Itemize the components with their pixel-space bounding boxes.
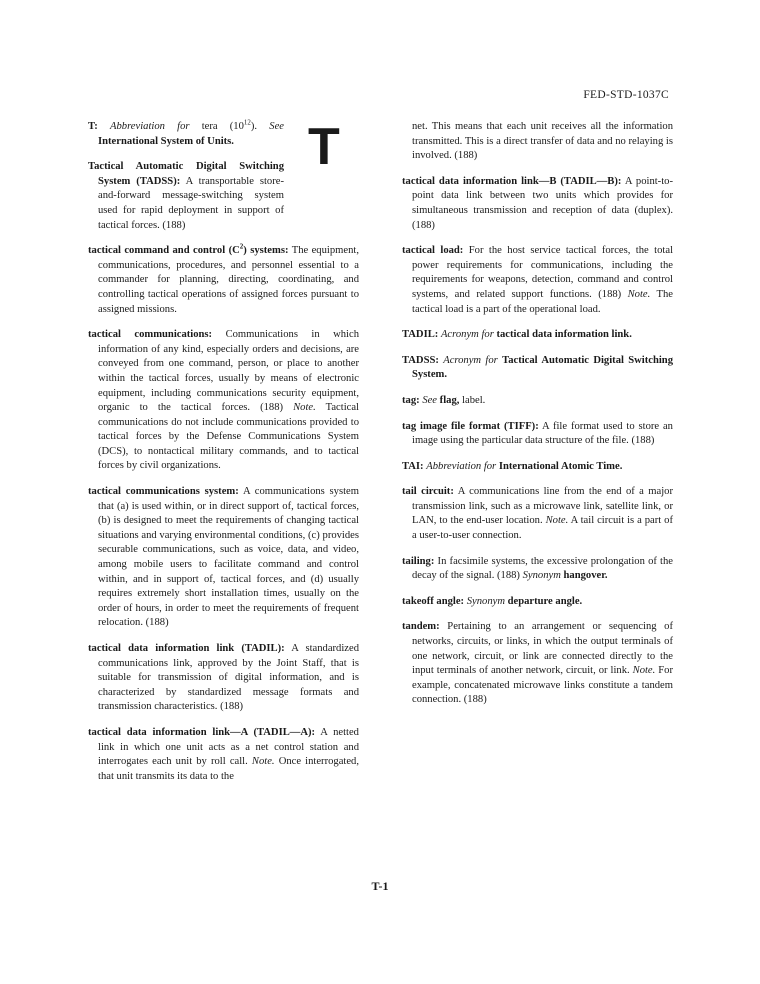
glossary-entry-tadil [88,642,359,715]
entry-definition: The equipment, communications, procedures, and personnel essential to a commander for planning, directing, coordinating, and controlling tactical operations of assigned forces pursuant to assigned missions. [98,245,359,315]
entry-note-label: Note. [251,756,275,768]
left-column [88,120,359,795]
entry-term: TAI: [402,460,424,472]
entry-definition: tera (10 [201,121,244,132]
entry-definition: A point-to-point data link between two units which provides for simultaneous transmission and reception of data (duplex). (188) [412,175,673,231]
entry-note-label: Note. [632,665,656,677]
entry-note: For example, concatenated microwave links constitute a tandem connection. (188) [412,665,673,706]
entry-note: A tail circuit is a part of a user-to-user connection. [412,515,673,542]
entry-abbr-label: Abbreviation for [426,460,497,472]
glossary-entry-tactical-load [402,244,673,317]
entry-note: Tactical communications do not include communications provided to tactical forces by the Defense Communications System (DCS), to nontactical military commands, and to tactical forces by civil organizations. [98,402,359,472]
glossary-entry-tadss [88,160,284,233]
glossary-entry-takeoff-angle [402,595,673,610]
entry-superscript: 2 [239,242,244,251]
entry-continuation: net. This means that each unit receives all the information transmitted. This is a direct transfer of data and no relaying is involved. (188) [412,121,673,162]
glossary-entry-tiff [402,420,673,449]
glossary-entry-tactical-communications-system [88,485,359,631]
entry-acronym-label: Acronym for [443,354,498,366]
entry-note: Once interrogated, that unit transmits its data to the [98,756,359,782]
entry-term: tactical data information link—A (TADIL—A): [88,726,316,738]
entry-superscript: 12 [243,118,251,127]
entry-note-label: Note. [627,288,651,300]
entry-definition: A netted link in which one unit acts as a net control station and interrogates each unit by roll call. [98,726,359,768]
entry-see-label: See [269,121,284,132]
entry-synonym-label: Synonym [466,595,505,607]
entry-note-label: Note. [545,515,569,527]
entry-term: tag image file format (TIFF): [402,420,539,432]
glossary-entry-tadil-b [402,175,673,233]
entry-cross-reference[interactable]: departure angle. [507,595,583,607]
entry-term: tactical load: [402,245,464,257]
entry-term: T: [88,121,98,132]
entry-definition: A transportable store-and-forward message-switching system used for rapid deployment in support of tactical forces. (188) [98,175,284,231]
entry-term: TADSS: [402,354,439,366]
glossary-entry-tail-circuit [402,485,673,543]
entry-cross-reference[interactable]: Tactical Automatic Digital Switching System. [412,354,673,381]
entry-note-label: Note. [293,402,316,414]
entry-definition: A file format used to store an image using the particular data structure of the file. (188) [412,420,673,447]
entry-definition: In facsimile systems, the excessive prolongation of the decay of the signal. (188) [412,555,673,582]
entry-term: Tactical Automatic Digital Switching System (TADSS): [88,161,284,187]
glossary-entry-tag [402,394,673,409]
entry-cross-reference[interactable]: International Atomic Time. [498,460,623,472]
entry-term: tandem: [402,621,440,633]
right-column [402,120,673,719]
glossary-entry-tandem [402,620,673,708]
entry-term: tactical data information link—B (TADIL—B): [402,175,622,187]
entry-see-label: See [422,394,438,406]
glossary-entry-tadil-a [88,726,359,784]
entry-abbr-label: Abbreviation for [110,121,190,132]
entry-definition: A communications system that (a) is used within, or in direct support of, tactical forces, (b) is designed to meet the requirements of changing tactical situations and varying environmental conditions, (c) provides securable communications, such as voice, data, and video, among mobile users to facilitate command and control within, and in support of, tactical forces, and (d) usually requires extremely short installation times, usually on the order of hours, in order to meet the requirements of frequent relocation. (188) [98,486,359,629]
page-number: T-1 [371,879,389,893]
entry-definition: A standardized communications link, approved by the Joint Staff, that is suitable for transmission of digital information, and is characterized by standardized message formats and transmission characteristics. (188) [98,643,359,713]
entry-acronym-label: Acronym for [440,329,494,341]
entry-cross-reference[interactable]: tactical data information link. [496,329,632,341]
entry-term: takeoff angle: [402,595,465,607]
entry-term: tactical command and control $(C^2)$ systems: [88,242,289,257]
entry-term: tactical communications: [88,329,213,341]
entry-cross-reference[interactable]: flag, [439,394,460,406]
entry-term: tailing: [402,555,435,567]
entry-term: tactical communications system: [88,486,239,498]
entry-term: tail circuit: [402,486,454,498]
glossary-entry-tactical-communications [88,328,359,474]
entry-definition: Communications in which information of any kind, especially orders and decisions, are conveyed from one command, person, or place to another within the tactical forces, usually by means of electronic equipment, including communications security equipment, organic to the tactical forces. (188) [98,329,359,414]
glossary-entry-tailing [402,555,673,584]
entry-term: tactical data information link (TADIL): [88,643,285,654]
document-id-header: FED-STD-1037C [583,89,669,101]
entry-synonym-label: Synonym [522,570,561,582]
entry-definition: For the host service tactical forces, the total power requirements for communications, including the requirements for weapons, detection, command and control systems, and related support functions. (188) [412,245,674,300]
entry-note: The tactical load is a part of the operational load. [412,288,673,315]
glossary-entry-tadss-acronym [402,354,673,383]
entry-definition: A communications line from the end of a major transmission link, such as a microwave link, satellite link, or LAN, to the end-user location. [412,486,673,527]
entry-cross-reference[interactable]: hangover. [563,570,608,582]
entry-cross-reference[interactable]: label. [462,394,486,406]
entry-definition: Pertaining to an arrangement or sequencing of networks, circuits, or links, in which the output terminals of one network, circuit, or link are connected directly to the input terminals of another network, circuit, or link. [412,621,673,677]
entry-term: TADIL: [402,329,439,341]
glossary-entry-t [88,120,284,149]
entry-cross-reference[interactable]: International System of Units. [98,135,234,147]
glossary-entry-tai [402,460,673,475]
section-letter: T [308,118,340,176]
entry-close: ). [250,121,258,132]
entry-term: tag: [402,394,420,406]
glossary-entry-c2-systems [88,244,359,317]
glossary-entry-tadil-acronym [402,328,673,343]
